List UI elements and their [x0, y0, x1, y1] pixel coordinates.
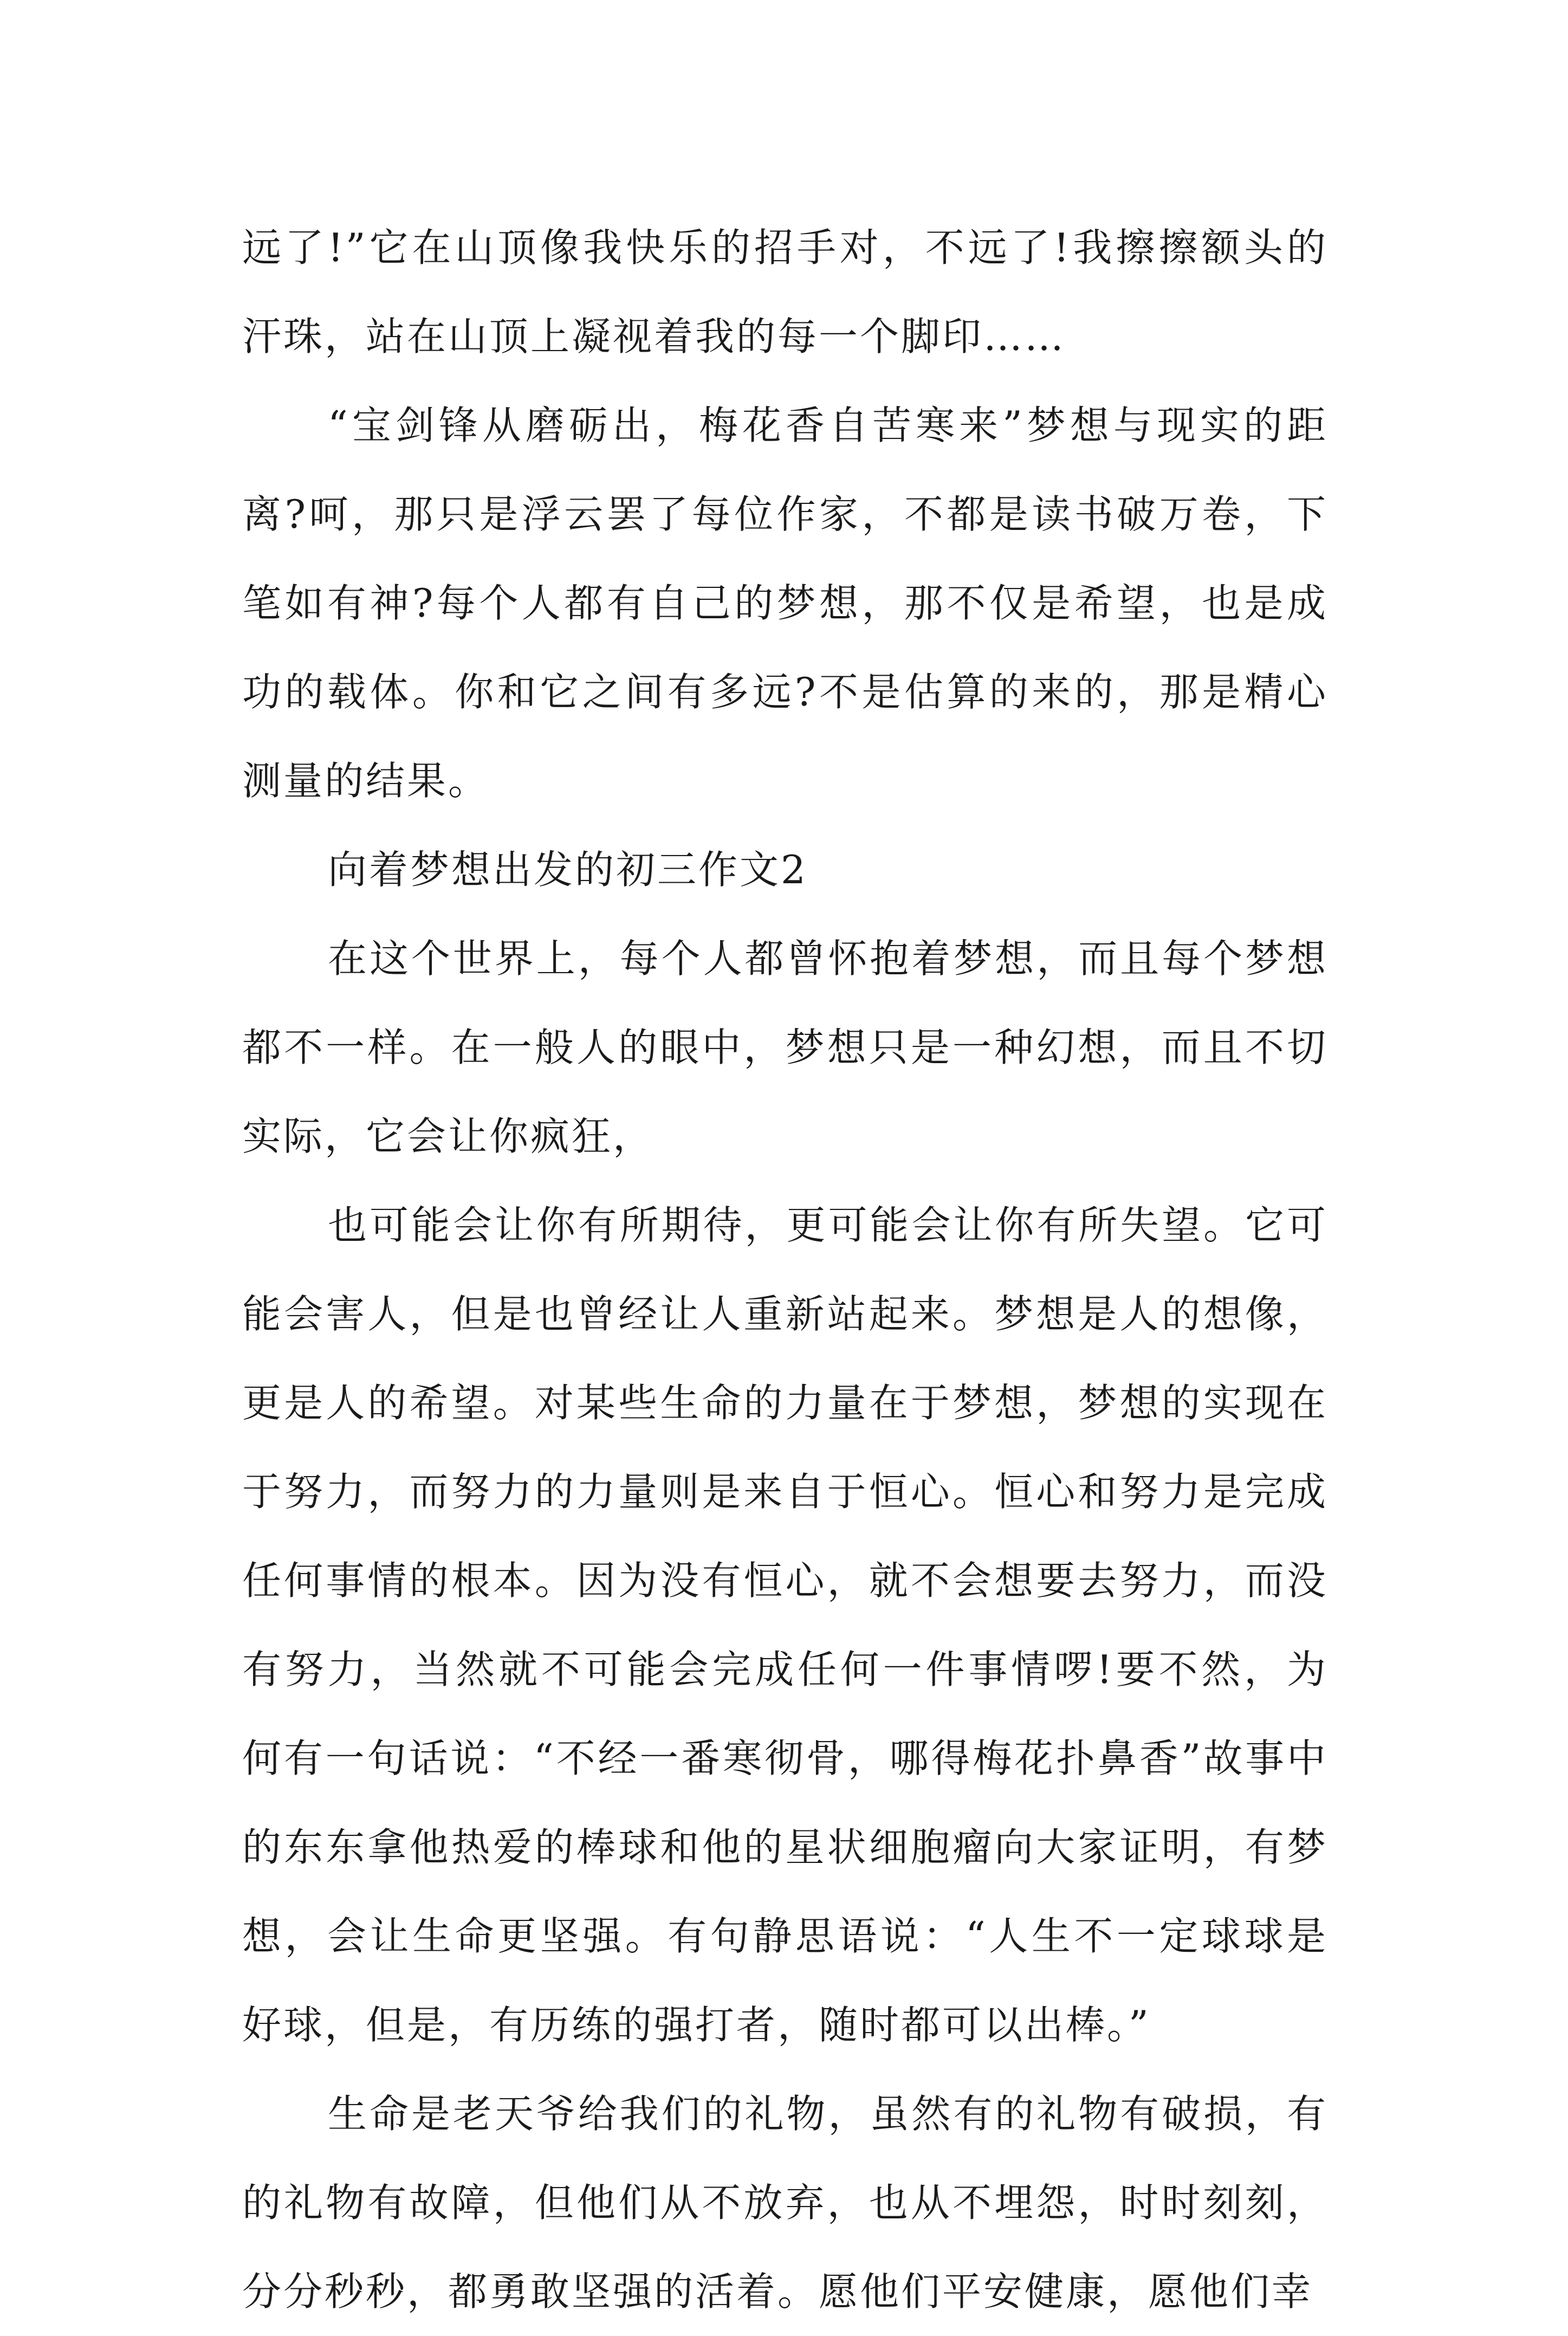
paragraph-continuation: 远了!”它在山顶像我快乐的招手对，不远了!我擦擦额头的汗珠，站在山顶上凝视着我的每一个脚印…… — [242, 225, 1328, 359]
paragraph-intro: 在这个世界上，每个人都曾怀抱着梦想，而且每个梦想都不一样。在一般人的眼中，梦想只是一种幻想，而且不切实际，它会让你疯狂， — [242, 936, 1328, 1159]
paragraph-quote: “宝剑锋从磨砺出，梅花香自苦寒来”梦想与现实的距离?呵，那只是浮云罢了每位作家，不都是读书破万卷，下笔如有神?每个人都有自己的梦想，那不仅是希望，也是成功的载体。你和它之间有多远?不是估算的来的，那是精心测量的结果。 — [242, 403, 1328, 804]
paragraph-body: 也可能会让你有所期待，更可能会让你有所失望。它可能会害人，但是也曾经让人重新站起来。梦想是人的想像，更是人的希望。对某些生命的力量在于梦想，梦想的实现在于努力，而努力的力量则是来自于恒心。恒心和努力是完成任何事情的根本。因为没有恒心，就不会想要去努力，而没有努力，当然就不可能会完成任何一件事情啰!要不然，为何有一句话说：“不经一番寒彻骨，哪得梅花扑鼻香”故事中的东东拿他热爱的棒球和他的星状细胞瘤向大家证明，有梦想，会让生命更坚强。有句静思语说：“人生不一定球球是好球，但是，有历练的强打者，随时都可以出棒。” — [242, 1202, 1328, 2048]
section-heading: 向着梦想出发的初三作文2 — [328, 847, 808, 892]
document-body — [242, 203, 1328, 2336]
paragraph-closing: 生命是老天爷给我们的礼物，虽然有的礼物有破损，有的礼物有故障，但他们从不放弃，也从不埋怨，时时刻刻，分分秒秒，都勇敢坚强的活着。愿他们平安健康，愿他们幸 — [242, 2091, 1328, 2314]
